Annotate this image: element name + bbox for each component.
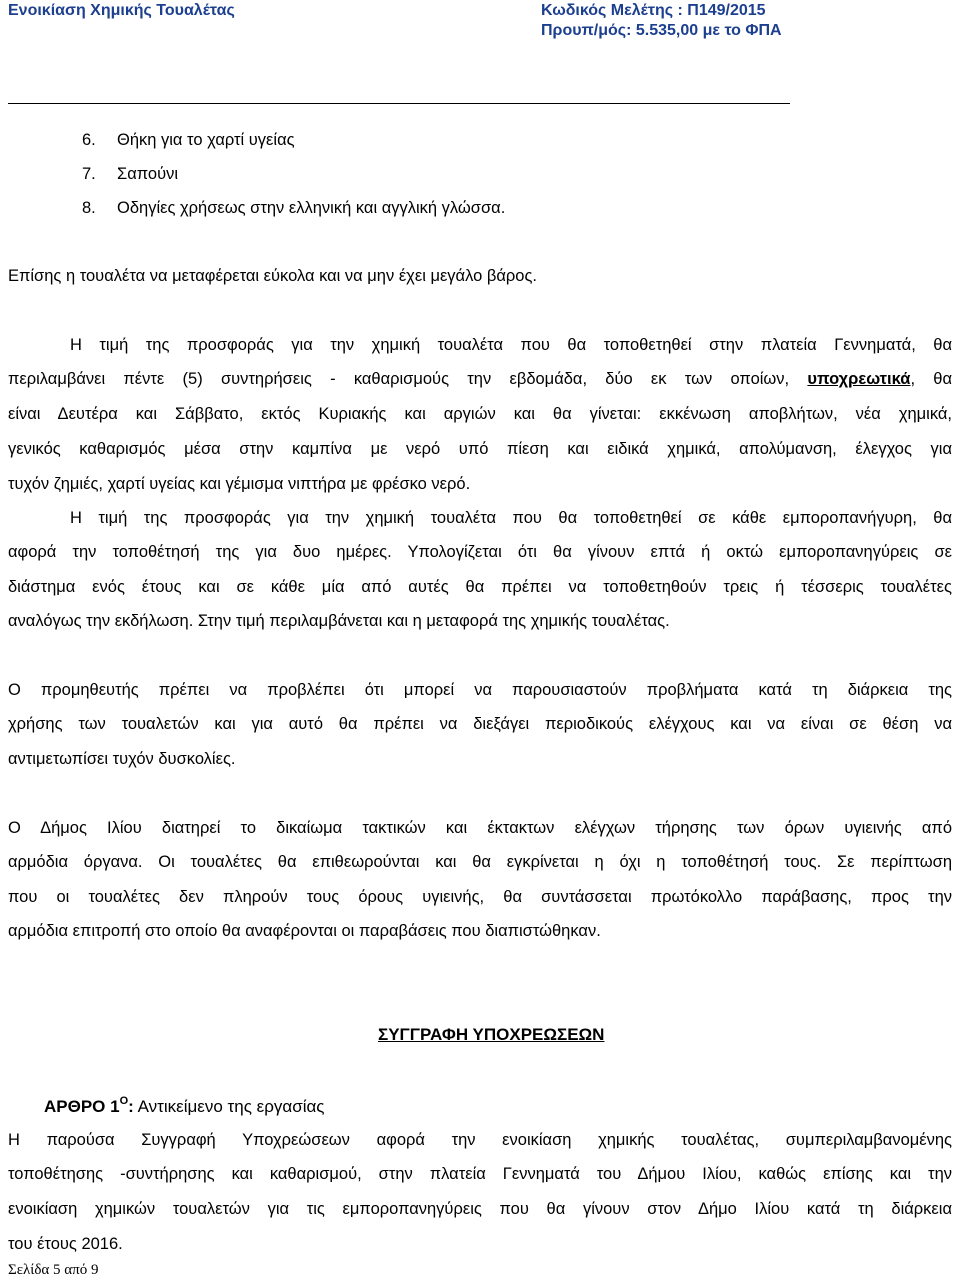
article-title: Αντικείμενο της εργασίας (133, 1097, 325, 1116)
paragraph-line: Η παρούσα Συγγραφή Υποχρεώσεων αφορά την ενοικίαση χημικής τουαλέτας, συμπεριλαμβανομένης (8, 1131, 952, 1149)
paragraph-line: Η τιμή της προσφοράς για την χημική τουαλέτα που θα τοποθετηθεί στην πλατεία Γεννηματά, θα (70, 336, 952, 354)
paragraph-line: χρήσης των τουαλετών και για αυτό θα πρέπει να διεξάγει περιοδικούς ελέγχους και να είναι σε θέση να (8, 715, 952, 733)
paragraph-line: αντιμετωπίσει τυχόν δυσκολίες. (8, 750, 236, 768)
study-code: Κωδικός Μελέτης : Π149/2015 (541, 2, 766, 19)
paragraph-line: αναλόγως την εκδήλωση. Στην τιμή περιλαμβάνεται και η μεταφορά της χημικής τουαλέτας. (8, 612, 670, 630)
paragraph-line: περιλαμβάνει πέντε (5) συντηρήσεις - καθαρισμούς την εβδομάδα, δύο εκ των οποίων, υποχρεωτικά, θα (8, 370, 952, 388)
article-heading: ΑΡΘΡΟ $1^O$: Αντικείμενο της εργασίας (44, 1095, 325, 1116)
document-title: Ενοικίαση Χημικής Τουαλέτας (8, 2, 235, 19)
list-item (82, 164, 179, 184)
list-number: 6. (82, 131, 96, 149)
paragraph-line: τυχόν ζημιές, χαρτί υγείας και γέμισμα νιπτήρα με φρέσκο νερό. (8, 475, 471, 493)
list-number: 7. (82, 165, 96, 183)
paragraph-line: Ο Δήμος Ιλίου διατηρεί το δικαίωμα τακτικών και έκτακτων ελέγχων τήρησης των όρων υγιεινής από (8, 819, 952, 837)
paragraph-line: είναι Δευτέρα και Σάββατο, εκτός Κυριακής και αργιών και θα γίνεται: εκκένωση αποβλήτων, νέα χημικά, (8, 405, 952, 423)
list-item (82, 130, 295, 150)
paragraph-weight: Επίσης η τουαλέτα να μεταφέρεται εύκολα και να μην έχει μεγάλο βάρος. (8, 267, 537, 285)
paragraph-line: γενικός καθαρισμός μέσα στην καμπίνα με νερό υπό πίεση και ειδικά χημικά, απολύμανση, έλεγχος για (8, 440, 952, 458)
page-number: Σελίδα 5 από 9 (8, 1262, 99, 1278)
paragraph-line: τοποθέτησης -συντήρησης και καθαρισμού, στην πλατεία Γεννηματά του Δήμου Ιλίου, καθώς επίσης και την (8, 1165, 952, 1183)
list-number: 8. (82, 199, 96, 217)
paragraph-line: αρμόδια επιτροπή στο οποίο θα αναφέρονται οι παραβάσεις που διαπιστώθηκαν. (8, 922, 601, 940)
list-item (82, 198, 506, 218)
paragraph-line: του έτους 2016. (8, 1235, 123, 1253)
list-text: Σαπούνι (117, 165, 179, 183)
paragraph-line: Η τιμή της προσφοράς για την χημική τουαλέτα που θα τοποθετηθεί σε κάθε εμποροπανήγυρη, θα (70, 509, 952, 527)
budget: Προυπ/μός: 5.535,00 με το ΦΠΑ (541, 22, 782, 39)
header-divider (8, 103, 790, 104)
paragraph-line: αφορά την τοποθέτησή της για δυο ημέρες. Υπολογίζεται ότι θα γίνουν επτά ή οκτώ εμποροπανηγύρεις σε (8, 543, 952, 561)
article-superscript: Ο (119, 1095, 129, 1107)
paragraph-line: Ο προμηθευτής πρέπει να προβλέπει ότι μπορεί να παρουσιαστούν προβλήματα κατά τη διάρκεια της (8, 681, 952, 699)
paragraph-line: ενοικίαση χημικών τουαλετών για τις εμποροπανηγύρεις που θα γίνουν στον Δήμο Ιλίου κατά τη διάρκεια (8, 1200, 952, 1218)
paragraph-line: διάστημα ενός έτους και σε κάθε μία από αυτές θα πρέπει να τοποθετηθούν τρεις ή τέσσερις τουαλέτες (8, 578, 952, 596)
article-label: ΑΡΘΡΟ 1 (44, 1097, 120, 1116)
paragraph-line: αρμόδια όργανα. Οι τουαλέτες θα επιθεωρούνται και θα εγκρίνεται η όχι η τοποθέτησή τους. Σε περίπτωση (8, 853, 952, 871)
list-text: Οδηγίες χρήσεως στην ελληνική και αγγλική γλώσσα. (117, 199, 506, 217)
emphasis-mandatory: υποχρεωτικά (807, 370, 911, 388)
paragraph-line: που οι τουαλέτες δεν πληρούν τους όρους υγιεινής, θα συντάσσεται πρωτόκολλο παράβασης, προς την (8, 888, 952, 906)
list-text: Θήκη για το χαρτί υγείας (117, 131, 295, 149)
section-heading: ΣΥΓΓΡΑΦΗ ΥΠΟΧΡΕΩΣΕΩΝ (378, 1025, 605, 1044)
